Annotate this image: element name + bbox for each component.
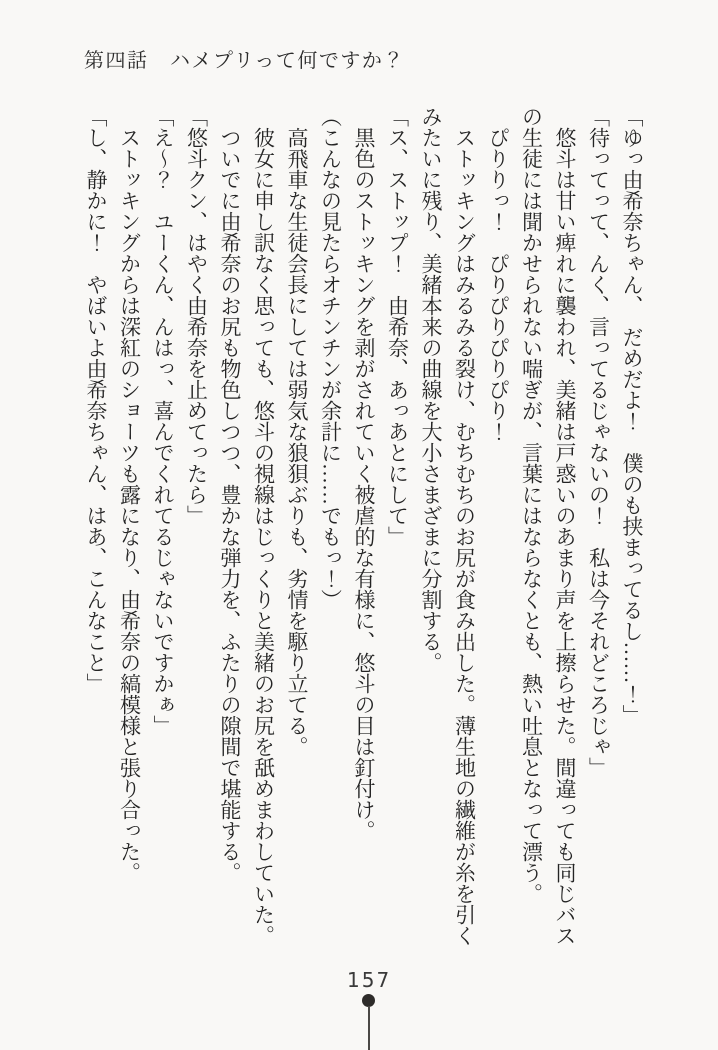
paragraph: ぴりりっ！ ぴりぴりぴりぴり！ (486, 106, 510, 442)
page-footer (0, 960, 718, 1050)
paragraph: 「ス、ストップ！ 由希奈、あっあとにして」 (385, 106, 410, 547)
pin-tail-line (368, 1006, 370, 1050)
paragraph: （こんなの見たらオチンチンが余計に……でもっ！） (318, 106, 343, 610)
paragraph: 黒色のストッキングを剥がされていく被虐的な有様に、悠斗の目は釘付け。 (352, 106, 376, 841)
pin-marker-icon (362, 994, 375, 1050)
body-text (74, 106, 648, 951)
paragraph: ストッキングはみるみる裂け、むちむちのお尻が食み出した。薄生地の繊維が糸を引くみたいに残り、美緒本来の曲線を大小さまざまに分割する。 (419, 106, 477, 946)
paragraph: ついでに由希奈のお尻も物色しつつ、豊かな弾力を、ふたりの隙間で堪能する。 (218, 106, 242, 883)
paragraph: 悠斗は甘い痺れに襲われ、美緒は戸惑いのあまり声を上擦らせた。間違っても同じバスの生徒には聞かせられない喘ぎが、言葉にはならなくとも、熱い吐息となって漂う。 (519, 106, 577, 946)
paragraph: 彼女に申し訳なく思っても、悠斗の視線はじっくりと美緒のお尻を舐めまわしていた。 (251, 106, 276, 946)
page-number: 157 (347, 968, 392, 992)
paragraph: ストッキングからは深紅のショーツも露になり、由希奈の縞模様と張り合った。 (117, 106, 142, 883)
paragraph: 「し、静かに！ やばいよ由希奈ちゃん、はあ、こんなこと」 (84, 106, 108, 694)
paragraph: 「悠斗クン、はやく由希奈を止めてったら」 (184, 106, 209, 526)
paragraph: 「待ってって、んく、言ってるじゃないの！ 私は今それどころじゃ」 (586, 106, 611, 778)
paragraph: 「ゆっ由希奈ちゃん、 だめだよ！ 僕のも挟まってるし……！」 (620, 106, 644, 726)
paragraph: 高飛車な生徒会長にしては弱気な狼狽ぶりも、劣情を駆り立てる。 (285, 106, 309, 757)
chapter-header: 第四話 ハメプリって何ですか？ (84, 50, 405, 72)
paragraph: 「え～？ ユーくん、んはっ、喜んでくれてるじゃないですかぁ」 (151, 106, 175, 736)
